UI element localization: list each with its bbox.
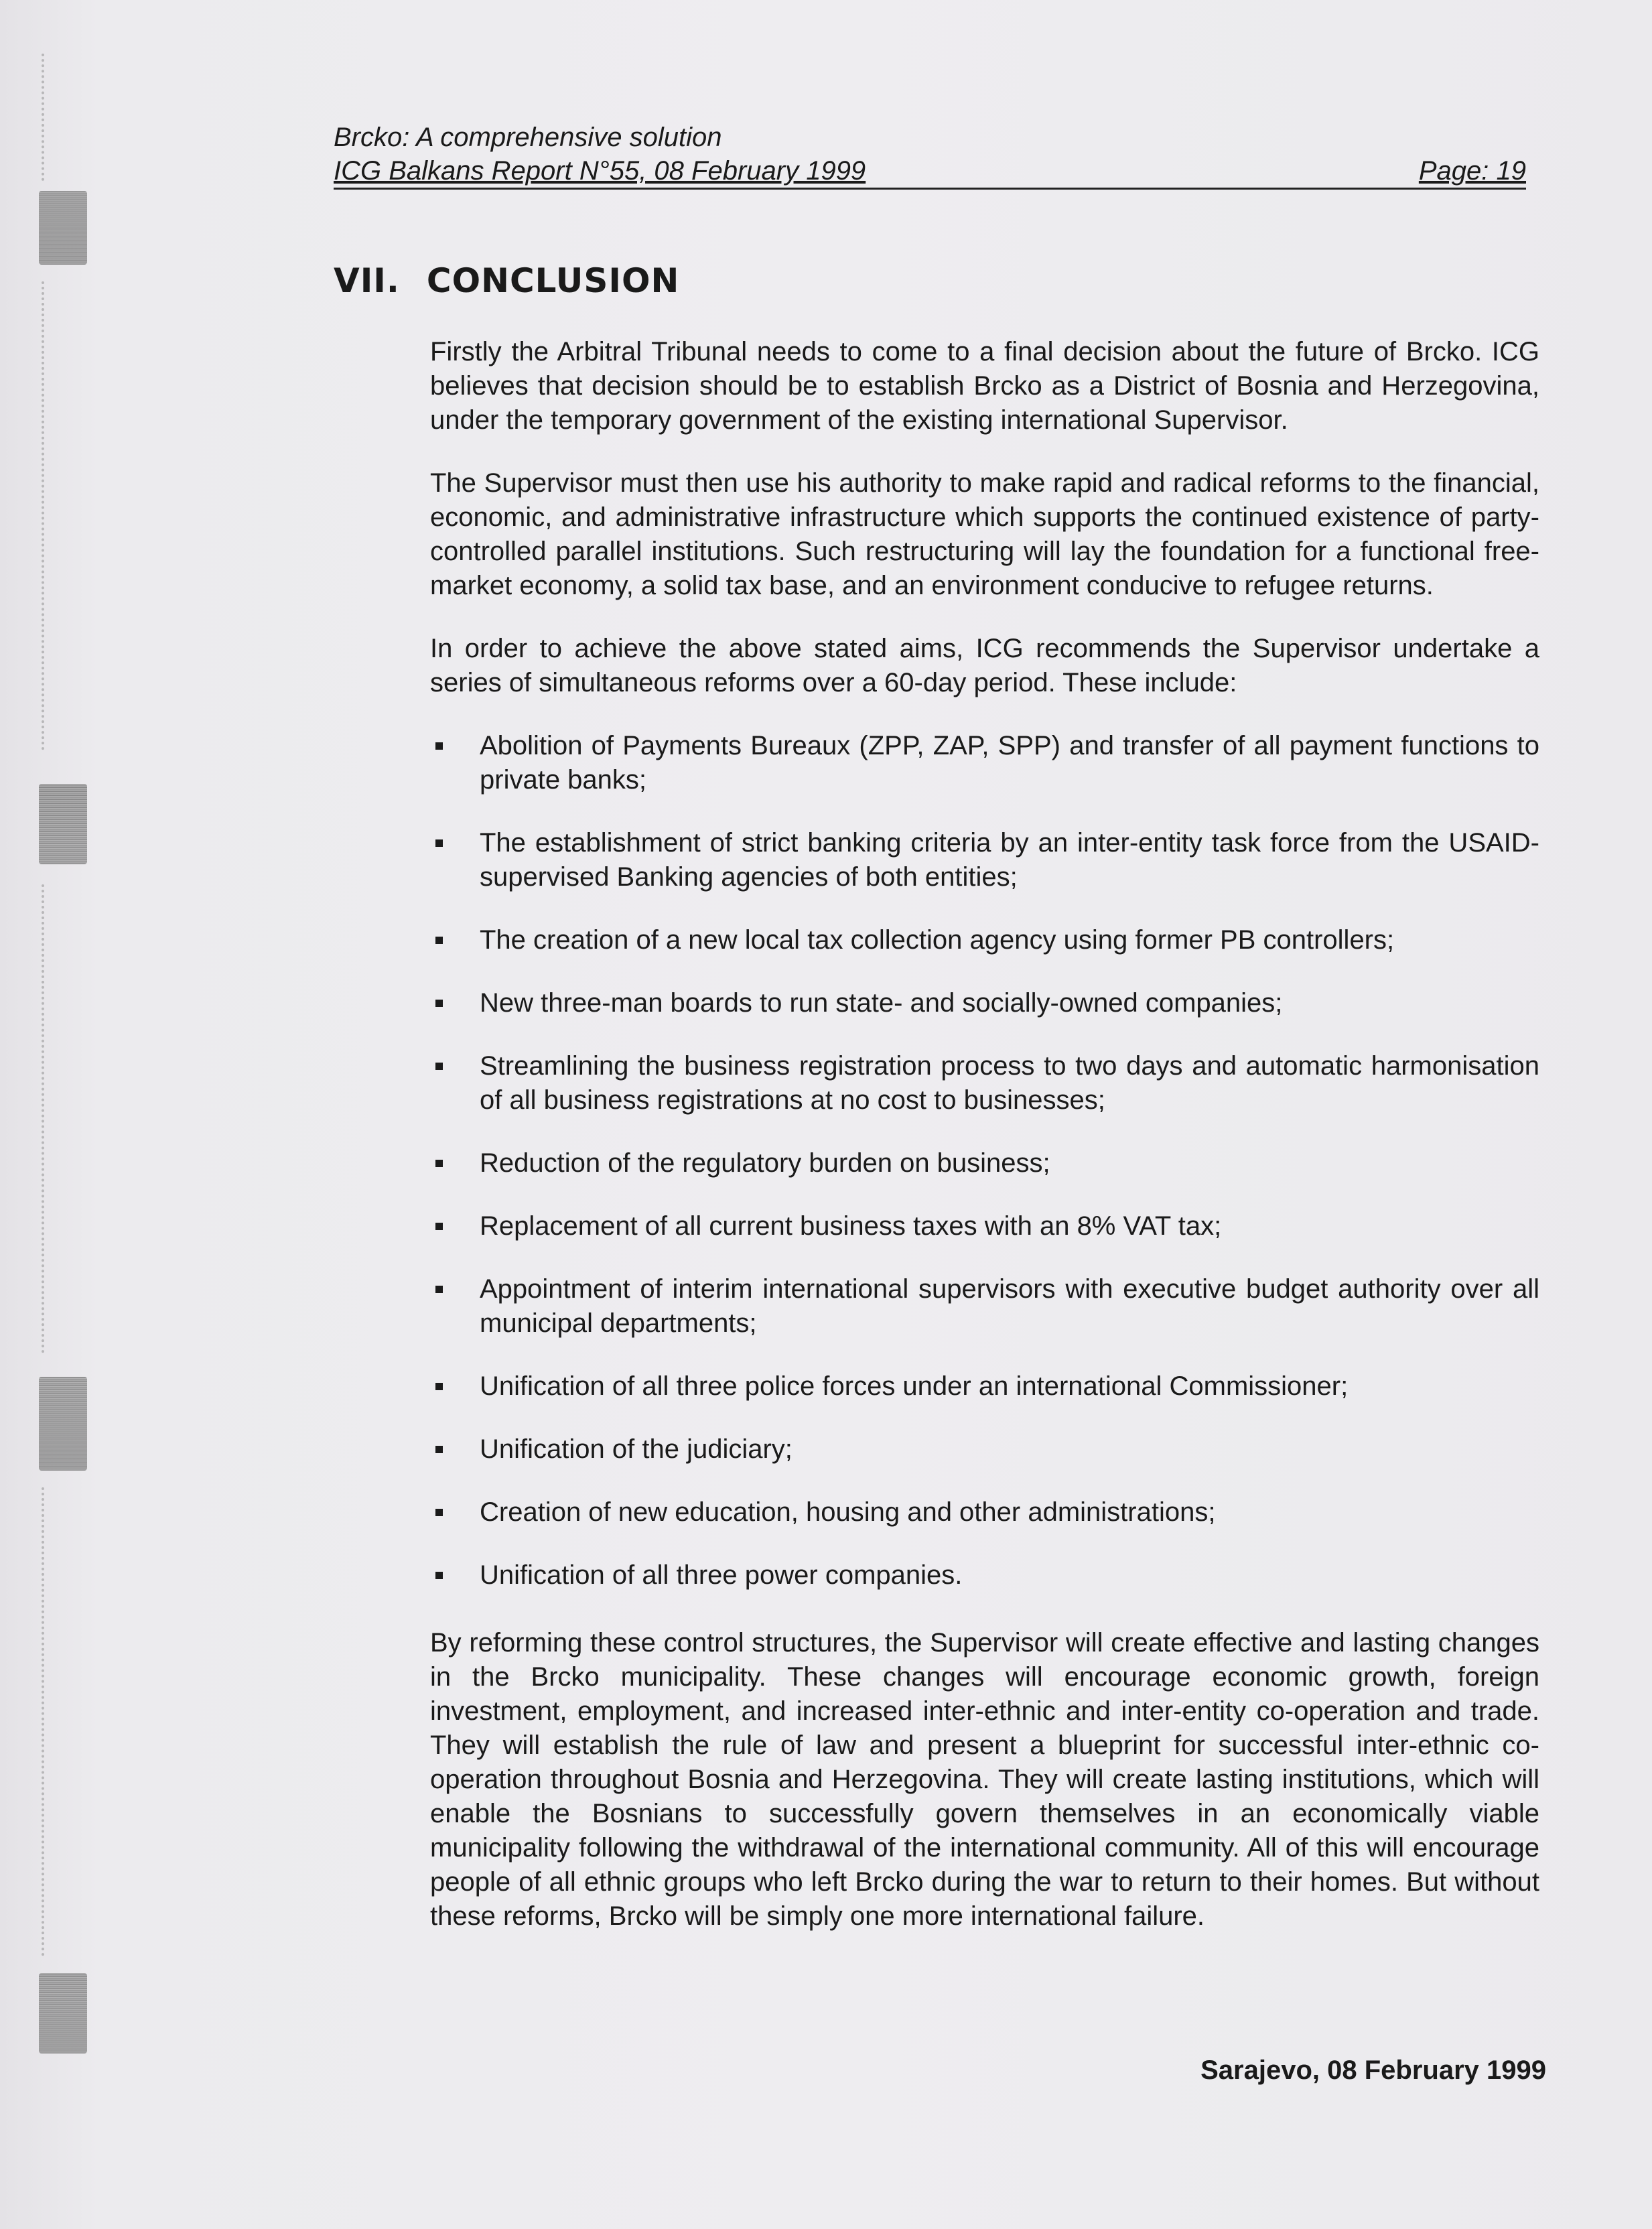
paragraph: The Supervisor must then use his authority to make rapid and radical reforms to the financial, economic, and administrative infrastructure which supports the continued existence of party-controlled parallel institutions. Such restructuring will lay the foundation for a functional free-market economy, a solid tax base, and an environment conducive to refugee returns. [430, 468, 1539, 600]
paragraph: In order to achieve the above stated aims, ICG recommends the Supervisor undertake a series of simultaneous reforms over a 60-day period. These include: [430, 634, 1539, 697]
scan-artifact [39, 1973, 87, 2053]
list-item [430, 1272, 1539, 1341]
scan-artifact [39, 1377, 87, 1471]
bullet-icon [435, 839, 443, 847]
document-title: Brcko: A comprehensive solution [334, 123, 722, 152]
list-item [430, 729, 1539, 797]
report-reference: ICG Balkans Report N°55, 08 February 1999 [334, 156, 866, 186]
bullet-icon [435, 1063, 443, 1070]
list-item [430, 1209, 1539, 1243]
list-item-text: New three-man boards to run state- and socially-owned companies; [480, 988, 1283, 1018]
place-date-signoff: Sarajevo, 08 February 1999 [1200, 2055, 1546, 2085]
section-heading [334, 261, 679, 300]
bullet-icon [435, 1446, 443, 1453]
body-content [430, 335, 1539, 1962]
list-item [430, 1558, 1539, 1593]
bullet-icon [435, 1286, 443, 1293]
bullet-icon [435, 742, 443, 750]
list-item-text: Unification of all three power companies. [480, 1560, 963, 1590]
scan-artifact [42, 54, 84, 181]
list-item [430, 1369, 1539, 1404]
paragraph: Firstly the Arbitral Tribunal needs to come to a final decision about the future of Brcko. ICG believes that decision should be to establish Brcko as a District of Bosnia and Herzegovina, under the temporary government of the existing international Supervisor. [430, 337, 1539, 435]
section-number: VII. [334, 261, 400, 300]
scan-artifact [42, 884, 84, 1353]
header-rule [334, 154, 1526, 190]
list-item-text: Unification of the judiciary; [480, 1434, 793, 1464]
bullet-icon [435, 1572, 443, 1579]
list-item-text: The creation of a new local tax collection agency using former PB controllers; [480, 925, 1395, 955]
list-item [430, 1049, 1539, 1118]
running-header [334, 121, 1526, 190]
list-item-text: The establishment of strict banking criteria by an inter-entity task force from the USAID-supervised Banking agencies of both entities; [480, 828, 1539, 892]
scan-artifact [39, 784, 87, 864]
list-item-text: Reduction of the regulatory burden on business; [480, 1148, 1050, 1178]
bullet-icon [435, 937, 443, 944]
list-item-text: Streamlining the business registration process to two days and automatic harmonisation of all business registrations at no cost to businesses; [480, 1051, 1539, 1115]
bullet-icon [435, 1223, 443, 1230]
bullet-icon [435, 1383, 443, 1390]
list-item-text: Unification of all three police forces under an international Commissioner; [480, 1371, 1349, 1401]
bullet-icon [435, 1000, 443, 1007]
list-item [430, 1146, 1539, 1180]
list-item-text: Creation of new education, housing and other administrations; [480, 1497, 1216, 1527]
bullet-icon [435, 1509, 443, 1516]
list-item [430, 826, 1539, 894]
list-item-text: Replacement of all current business taxes with an 8% VAT tax; [480, 1211, 1222, 1241]
page-number: Page: 19 [1418, 156, 1526, 186]
list-item-text: Appointment of interim international supervisors with executive budget authority over all municipal departments; [480, 1274, 1539, 1338]
section-title: CONCLUSION [426, 261, 680, 300]
list-item [430, 1495, 1539, 1530]
closing-paragraph: By reforming these control structures, the Supervisor will create effective and lasting changes in the Brcko municipality. These changes will encourage economic growth, foreign investment, employment, and increased inter-ethnic and inter-entity co-operation and trade. They will establish the rule of law and present a blueprint for successful inter-ethnic co-operation throughout Bosnia and Herzegovina. They will create lasting institutions, which will enable the Bosnians to successfully govern themselves in an economically viable municipality following the withdrawal of the international community. All of this will encourage people of all ethnic groups who left Brcko during the war to return to their homes. But without these reforms, Brcko will be simply one more international failure. [430, 1628, 1539, 1931]
list-item-text: Abolition of Payments Bureaux (ZPP, ZAP, SPP) and transfer of all payment functions to private banks; [480, 731, 1539, 795]
list-item [430, 1432, 1539, 1467]
scan-artifact [39, 191, 87, 265]
scan-artifact [42, 281, 84, 750]
recommendations-list [430, 729, 1539, 1593]
list-item [430, 986, 1539, 1020]
scan-artifact [42, 1487, 84, 1956]
list-item [430, 923, 1539, 957]
bullet-icon [435, 1160, 443, 1167]
